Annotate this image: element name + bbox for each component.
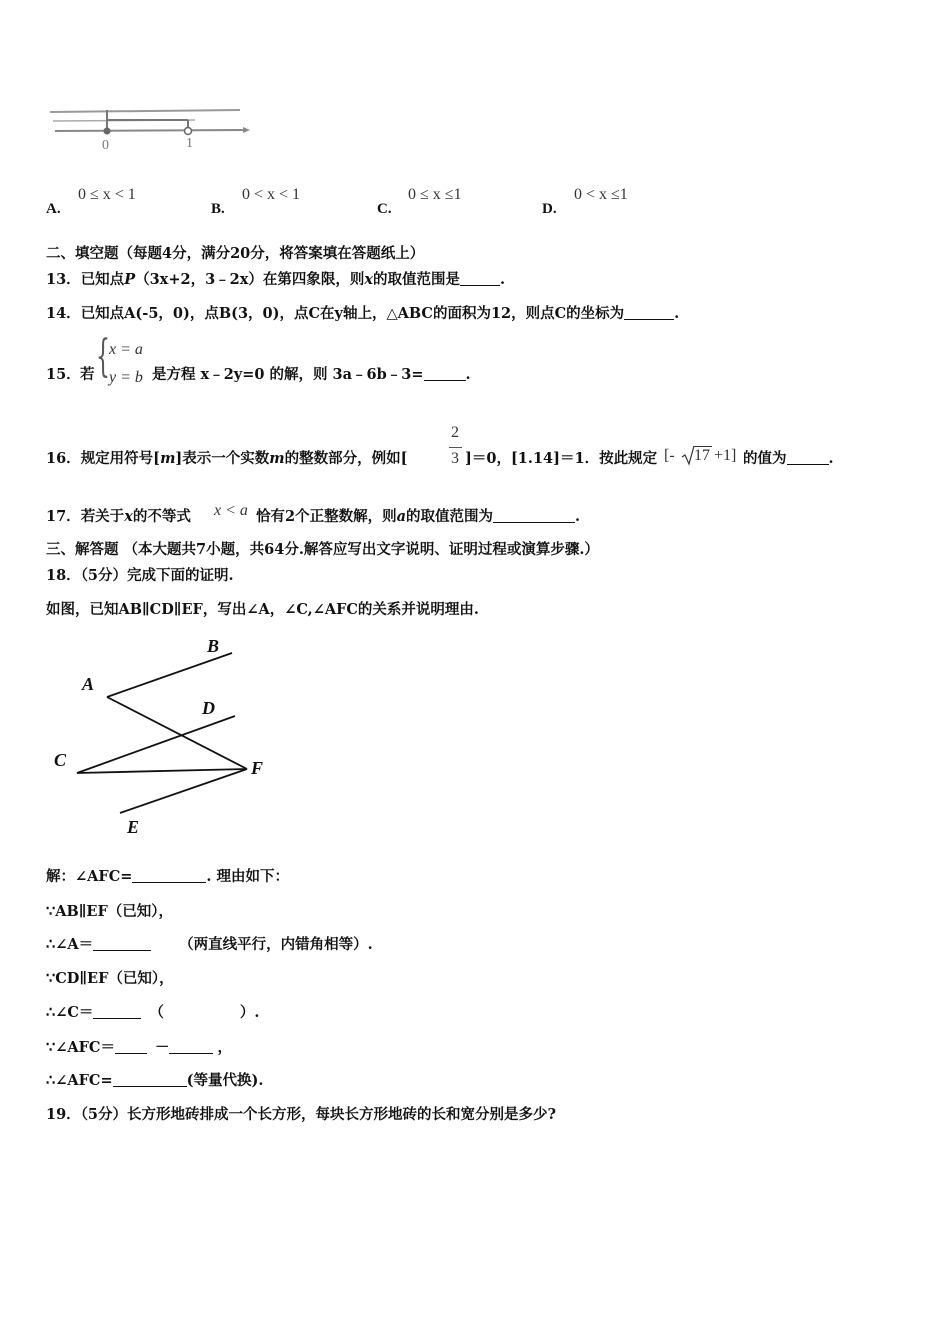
- q16-fraction-numerator: 2: [451, 424, 459, 441]
- number-line-tick-1: 1: [186, 136, 193, 151]
- line-ab: [107, 653, 232, 697]
- q14-answer-blank: [624, 305, 674, 320]
- q17-var-a: a: [396, 508, 406, 525]
- q18-number: 18．: [46, 567, 81, 584]
- q13-number: 13．: [46, 271, 81, 288]
- q15-number: 15．: [46, 366, 81, 383]
- q16-text-3: 的整数部分，例如[: [284, 450, 408, 467]
- q15-system-eq2: y = b: [109, 369, 143, 386]
- q14-text: 已知点A(-5，0)，点B(3，0)，点C在y轴上，△ABC的面积为12，则点C的坐标为: [80, 305, 625, 322]
- q13-end: .: [500, 271, 506, 288]
- question-16-part2: [743, 450, 834, 468]
- q16-fraction-bar: [449, 447, 462, 448]
- q14-number: 14．: [46, 305, 81, 322]
- q13-text: 已知点: [80, 271, 125, 288]
- choice-a-letter: A.: [46, 201, 61, 217]
- choice-d-letter: D.: [542, 201, 557, 217]
- q16-expr-left: [-: [664, 447, 675, 464]
- line-ef: [120, 769, 247, 813]
- q18-sol7-blank: [113, 1072, 187, 1087]
- q18-sol5-text: ∴∠C＝: [46, 1004, 94, 1021]
- q13-text-3: 的取值范围是: [373, 271, 461, 288]
- q17-number: 17．: [46, 508, 81, 525]
- q18-solution-line-1: [46, 868, 289, 886]
- q16-text-2: ]表示一个实数: [175, 450, 270, 467]
- q16-var-m: m: [160, 450, 176, 467]
- q16-fraction-denominator: 3: [451, 450, 459, 467]
- q18-solution-line-3: [46, 936, 373, 954]
- q16-expr-right: +1]: [714, 447, 737, 464]
- q18-stem: 如图，已知AB∥CD∥EF，写出∠A，∠C,∠AFC的关系并说明理由.: [46, 601, 479, 618]
- q18-sol3-reason: （两直线平行，内错角相等）.: [179, 936, 373, 953]
- sqrt-symbol-icon: [681, 444, 695, 466]
- question-14: [46, 305, 679, 323]
- q16-end: .: [828, 450, 834, 467]
- q17-text-2: 的不等式: [132, 508, 191, 525]
- number-line-figure: [45, 100, 260, 160]
- section2-heading: 二、填空题（每题4分，满分20分，将答案填在答题纸上）: [46, 245, 425, 262]
- question-19: [46, 1106, 556, 1124]
- choice-d-expr: 0 < x ≤1: [574, 186, 628, 203]
- q16-var-m-2: m: [269, 450, 285, 467]
- question-17-part2: [256, 508, 580, 526]
- figure-label-a: A: [82, 674, 95, 694]
- figure-label-e: E: [127, 817, 140, 837]
- q18-sol6-text: ∵∠AFC＝: [46, 1039, 115, 1056]
- q18-sol5-blank: [93, 1004, 141, 1019]
- q18-sol7-text: ∴∠AFC=: [46, 1072, 113, 1089]
- q15-body: [152, 366, 471, 384]
- q13-text-2: （3x+2，3﹣2x）在第四象限，则: [135, 271, 365, 288]
- q18-heading: [46, 567, 234, 585]
- q19-number: 19．: [46, 1106, 81, 1123]
- q18-sol5-paren-open: （: [149, 1004, 164, 1021]
- q17-var-x: x: [124, 508, 133, 525]
- geometry-figure: [60, 635, 280, 840]
- q16-text-5: 的值为: [743, 450, 787, 467]
- q16-answer-blank: [787, 450, 829, 465]
- q18-sol6-minus: －: [154, 1039, 170, 1056]
- figure-label-f: F: [251, 758, 264, 778]
- choice-c-letter: C.: [377, 201, 392, 217]
- q18-sol3-blank: [93, 936, 151, 951]
- question-16-part1: [46, 450, 408, 468]
- q18-solution-line-7: [46, 1072, 263, 1090]
- q19-text: （5分）长方形地砖排成一个长方形，每块长方形地砖的长和宽分别是多少?: [80, 1106, 557, 1123]
- choice-c-expr: 0 ≤ x ≤1: [408, 186, 462, 203]
- q15-end: .: [465, 366, 471, 383]
- figure-label-d: D: [202, 698, 215, 718]
- q18-sol6-blank-1: [115, 1039, 147, 1054]
- q18-sol1-text-2: . 理由如下：: [206, 868, 289, 885]
- q18-solution-line-2: ∵AB∥EF（已知），: [46, 903, 174, 920]
- q18-solution-line-6: [46, 1039, 232, 1057]
- q17-answer-blank: [493, 508, 575, 523]
- q18-solution-line-4: ∵CD∥EF（已知），: [46, 970, 174, 987]
- question-17-part1: [46, 508, 191, 526]
- q18-sol3-text: ∴∠A＝: [46, 936, 94, 953]
- q15-system-eq1: x = a: [109, 341, 143, 358]
- q17-text-4: 的取值范围为: [406, 508, 493, 525]
- q16-text-4: ]＝0，[1.14]＝1．按此规定: [465, 450, 658, 467]
- q17-inequality: x < a: [214, 502, 248, 519]
- q18-sol7-reason: (等量代换).: [186, 1072, 264, 1089]
- segment-cf: [77, 769, 247, 773]
- q15-brace: {: [96, 331, 110, 382]
- q18-sol6-comma: ，: [217, 1039, 232, 1056]
- q14-end: .: [674, 305, 680, 322]
- q13-point-p: P: [124, 271, 136, 288]
- q16-number: 16．: [46, 450, 81, 467]
- q18-solution-line-5: [46, 1004, 259, 1022]
- choice-a-expr: 0 ≤ x < 1: [78, 186, 136, 203]
- choice-b-letter: B.: [211, 201, 225, 217]
- q13-var-x: x: [364, 271, 374, 288]
- segment-af: [107, 697, 247, 769]
- q15-answer-blank: [424, 366, 466, 381]
- figure-label-c: C: [54, 750, 67, 770]
- q18-sol1-text: 解：∠AFC=: [46, 868, 133, 885]
- q17-text-3: 恰有2个正整数解，则: [256, 508, 397, 525]
- q18-sol1-blank: [132, 868, 206, 883]
- q18-head-text: （5分）完成下面的证明.: [80, 567, 234, 584]
- figure-label-b: B: [207, 636, 220, 656]
- q16-text: 规定用符号[: [80, 450, 161, 467]
- q16-expr-radicand: 17: [694, 447, 710, 464]
- q18-sol6-blank-2: [169, 1039, 213, 1054]
- section3-heading: 三、解答题 （本大题共7小题，共64分.解答应写出文字说明、证明过程或演算步骤.）: [46, 541, 599, 558]
- line-cd: [77, 716, 235, 773]
- question-13: [46, 271, 505, 289]
- choice-b-expr: 0 < x < 1: [242, 186, 301, 203]
- q15-text-ruo: 若: [80, 366, 95, 383]
- q17-text: 若关于: [80, 508, 125, 525]
- number-line-tick-0: 0: [102, 138, 109, 153]
- q13-answer-blank: [460, 271, 500, 286]
- q18-sol5-paren-close: ）.: [239, 1004, 260, 1021]
- q17-end: .: [575, 508, 581, 525]
- q15-text: 是方程 x﹣2y=0 的解，则 3a﹣6b﹣3=: [152, 366, 424, 383]
